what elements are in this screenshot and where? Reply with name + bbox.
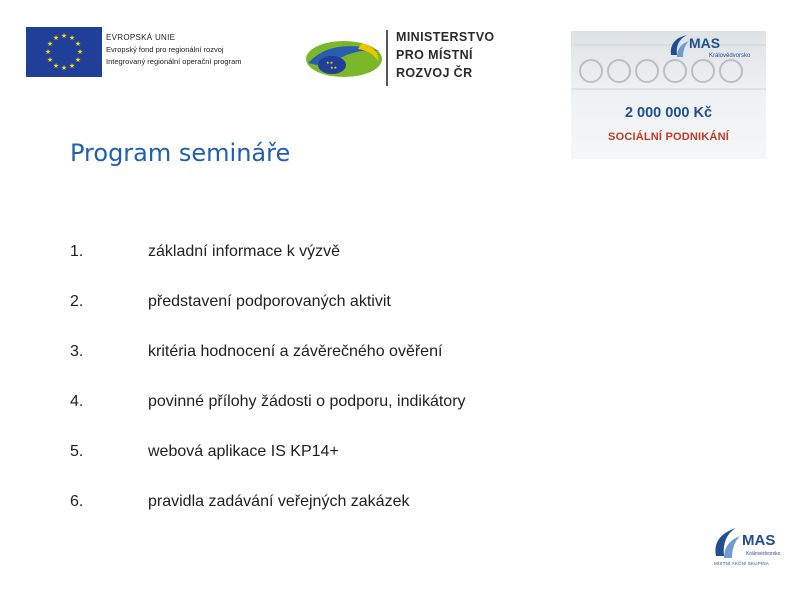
svg-text:★: ★ [52,62,60,70]
mmr-logo [302,27,512,89]
svg-text:★: ★ [68,34,76,42]
agenda-number: 1. [70,243,84,260]
agenda-text: základní informace k výzvě [148,243,341,260]
mas-swirl-icon [712,526,742,560]
agenda-text: pravidla zadávání veřejných zakázek [148,493,410,510]
agenda-number: 2. [70,293,84,310]
mmr-logo-text [396,28,495,82]
svg-text:★: ★ [52,34,60,42]
promo-amount: 2 000 000 Kč [624,105,713,121]
mmr-line-1: MINISTERSTVO [396,30,495,44]
agenda-number: 6. [70,493,84,510]
eu-line-3: Integrovaný regionální operační program [106,57,242,66]
promo-mas-subtitle: Královédvorsko [709,53,751,59]
agenda-number: 4. [70,393,84,410]
agenda-number: 3. [70,343,84,360]
svg-text:★: ★ [74,56,82,64]
eu-line-2: Evropský fond pro regionální rozvoj [106,45,224,54]
promo-banner [571,31,766,159]
mmr-line-2: PRO MÍSTNÍ [396,48,473,62]
svg-text:★★: ★★ [326,60,334,65]
mas-footer-tagline: MÍSTNÍ AKČNÍ SKUPINA [714,561,770,566]
svg-text:★: ★ [46,56,54,64]
eu-flag-icon [26,27,102,77]
svg-text:★: ★ [60,64,68,72]
mmr-separator [386,30,388,86]
promo-mas-word: MAS [689,35,721,51]
agenda-number: 5. [70,443,84,460]
svg-text:★: ★ [46,40,54,48]
eu-logo-text [106,32,242,68]
svg-text:★: ★ [74,40,82,48]
page-title: Program semináře [70,139,291,167]
mas-footer-subtitle: Královédvorsko [746,551,781,557]
eu-logo [26,27,282,77]
agenda-text: kritéria hodnocení a závěrečného ověření [148,343,443,360]
mmr-emblem-icon [302,33,384,83]
mas-footer-logo [712,524,782,568]
promo-caption: SOCIÁLNÍ PODNIKÁNÍ [608,131,729,143]
mas-footer-word: MAS [742,532,776,549]
mmr-line-3: ROZVOJ ČR [396,66,473,80]
svg-text:★: ★ [60,32,68,40]
svg-text:★: ★ [76,48,84,56]
agenda-text: webová aplikace IS KP14+ [148,443,339,460]
mas-swirl-icon [667,33,691,59]
agenda-text: povinné přílohy žádosti o podporu, indikátory [148,393,466,410]
svg-text:★: ★ [44,48,52,56]
svg-text:★★: ★★ [330,65,338,70]
agenda-text: představení podporovaných aktivit [148,293,391,310]
eu-line-1: EVROPSKÁ UNIE [106,33,176,42]
svg-text:★: ★ [68,62,76,70]
